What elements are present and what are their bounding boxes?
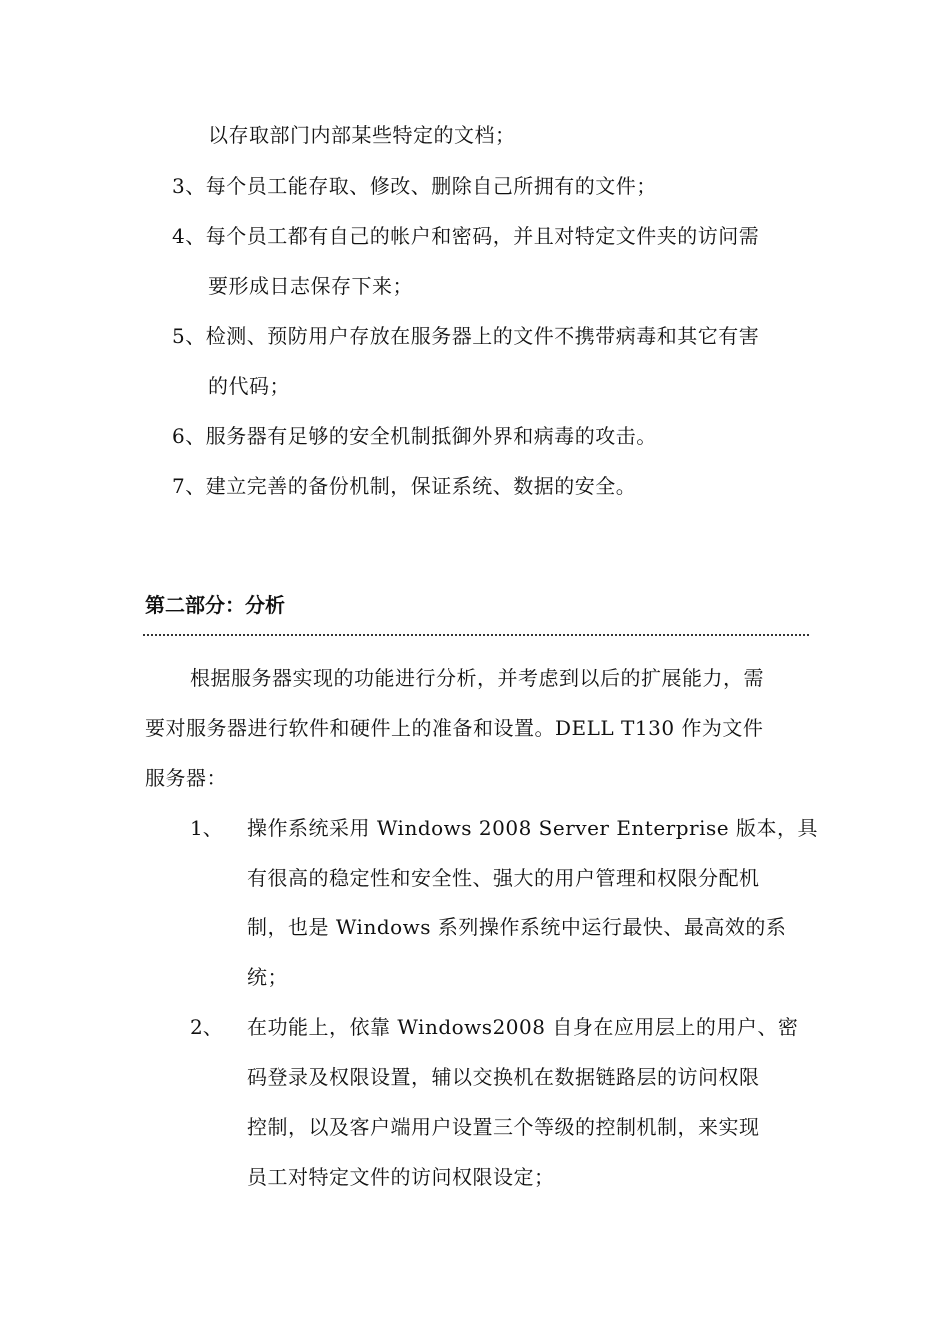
requirement-item-3: 3、每个员工能存取、修改、删除自己所拥有的文件； xyxy=(172,174,657,198)
point-1-line-2: 有很高的稳定性和安全性、强大的用户管理和权限分配机 xyxy=(247,866,760,890)
section-heading: 第二部分：分析 xyxy=(145,593,285,617)
intro-line-1: 根据服务器实现的功能进行分析，并考虑到以后的扩展能力，需 xyxy=(190,666,764,690)
point-1-number: 1、 xyxy=(190,816,223,840)
point-2-line-1: 在功能上，依靠 Windows2008 自身在应用层上的用户、密 xyxy=(247,1015,799,1039)
intro-line-3: 服务器： xyxy=(145,766,227,790)
point-2-number: 2、 xyxy=(190,1015,223,1039)
point-1-line-1: 操作系统采用 Windows 2008 Server Enterprise 版本，具 xyxy=(247,816,818,840)
dotted-divider xyxy=(143,634,809,636)
point-2-line-2: 码登录及权限设置，辅以交换机在数据链路层的访问权限 xyxy=(247,1065,760,1089)
requirement-item-5-line-2: 的代码； xyxy=(208,374,290,398)
requirement-item-4-line-1: 4、每个员工都有自己的帐户和密码，并且对特定文件夹的访问需 xyxy=(172,224,760,248)
requirement-item-5-line-1: 5、检测、预防用户存放在服务器上的文件不携带病毒和其它有害 xyxy=(172,324,760,348)
point-2-line-3: 控制，以及客户端用户设置三个等级的控制机制，来实现 xyxy=(247,1115,760,1139)
intro-line-2: 要对服务器进行软件和硬件上的准备和设置。DELL T130 作为文件 xyxy=(145,716,764,740)
requirement-item-2-continuation: 以存取部门内部某些特定的文档； xyxy=(208,123,516,147)
point-1-line-4: 统； xyxy=(247,965,288,989)
requirement-item-4-line-2: 要形成日志保存下来； xyxy=(208,274,413,298)
point-1-line-3: 制，也是 Windows 系列操作系统中运行最快、最高效的系 xyxy=(247,915,787,939)
point-2-line-4: 员工对特定文件的访问权限设定； xyxy=(247,1165,555,1189)
requirement-item-7: 7、建立完善的备份机制，保证系统、数据的安全。 xyxy=(172,474,637,498)
requirement-item-6: 6、服务器有足够的安全机制抵御外界和病毒的攻击。 xyxy=(172,424,657,448)
